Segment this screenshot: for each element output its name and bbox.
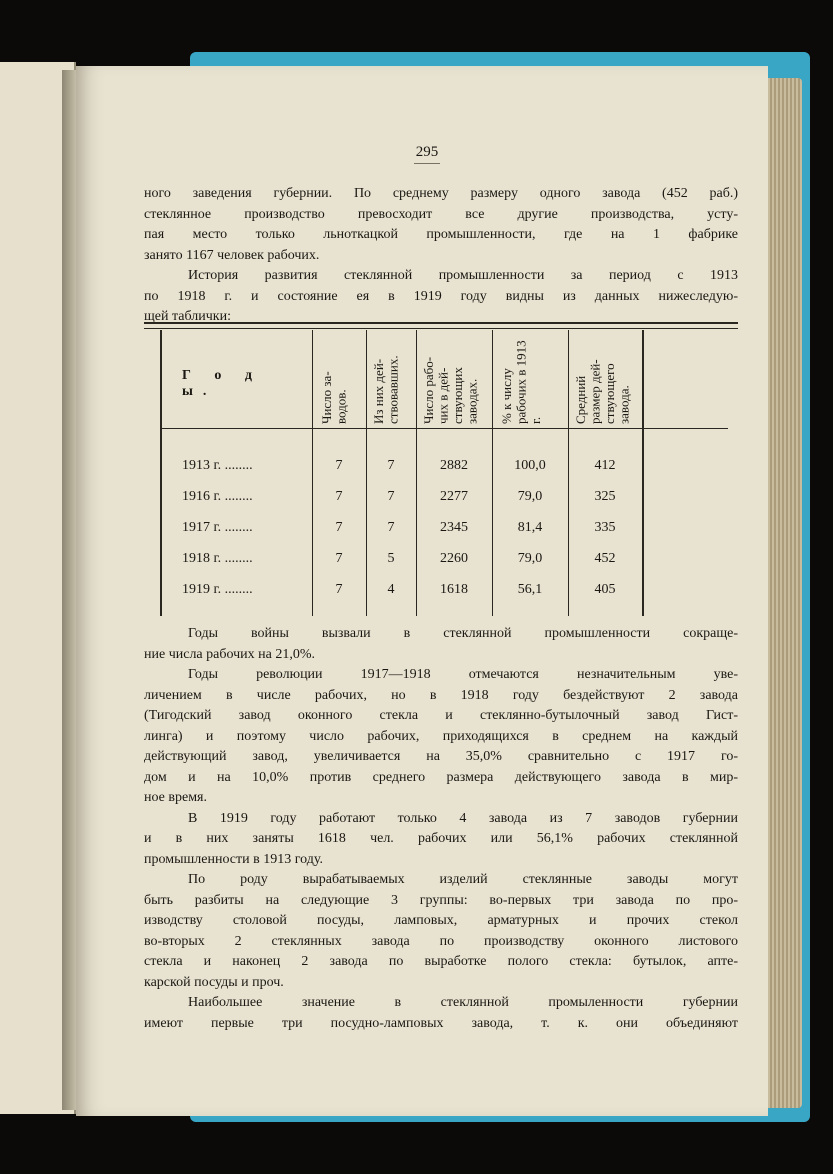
cell-workers: 2882 [440, 458, 468, 473]
text-line: и в них заняты 1618 чел. рабочих или 56,1% рабочих стеклянной [144, 831, 738, 846]
cell-percent: 100,0 [514, 458, 546, 473]
header-plants: Число за-водов. [319, 371, 349, 424]
text-block-bottom [144, 624, 738, 1034]
cell-workers: 2277 [440, 489, 468, 504]
cell-plants: 7 [335, 551, 343, 566]
text-line: действующий завод, увеличивается на 35,0% сравнительно с 1917 го- [144, 749, 738, 764]
cell-percent: 79,0 [517, 489, 543, 504]
header-active: Из них дей-ствовавших. [371, 355, 401, 424]
text-line: Годы революции 1917—1918 отмечаются незначительным уве- [188, 667, 738, 682]
text-line: промышленности в 1913 году. [144, 851, 323, 867]
text-line: Наибольшее значение в стеклянной промыленности губернии [188, 995, 738, 1010]
cell-workers: 1618 [440, 582, 468, 597]
text-line: Годы войны вызвали в стеклянной промышленности сокраще- [188, 626, 738, 641]
table-row [162, 458, 728, 482]
header-years: Г о д ы. [182, 368, 262, 399]
cell-plants: 7 [335, 582, 343, 597]
cell-percent: 81,4 [517, 520, 543, 535]
cell-average: 452 [594, 551, 616, 566]
text-line: (Тигодский завод оконного стекла и стеклянно-бутылочный завод Гист- [144, 708, 738, 723]
cell-percent: 79,0 [517, 551, 543, 566]
header-rule [162, 428, 728, 429]
cell-average: 325 [594, 489, 616, 504]
text-line: ное время. [144, 790, 207, 805]
cell-year: 1918 г. ........ [182, 551, 253, 566]
text-line: карской посуды и проч. [144, 974, 284, 990]
text-line: быть разбиты на следующие 3 группы: во-первых три завода по про- [144, 892, 738, 908]
header-average: Средний размер дей-ствующего завода. [573, 359, 632, 424]
cell-active: 4 [387, 582, 395, 597]
cell-year: 1917 г. ........ [182, 520, 253, 535]
cell-year: 1913 г. ........ [182, 458, 253, 473]
table-row [162, 582, 728, 606]
header-workers: Число рабо-чих в дей-ствующих заводах. [421, 356, 480, 424]
cell-plants: 7 [335, 458, 343, 473]
cell-plants: 7 [335, 520, 343, 535]
table-top-rule-thin [144, 328, 738, 329]
text-line: В 1919 году работают только 4 завода из 7 заводов губернии [188, 810, 738, 826]
statistics-table [160, 330, 728, 616]
cell-workers: 2260 [440, 551, 468, 566]
text-line: стеклянное производство превосходит все другие производства, усту- [144, 206, 738, 222]
table-row [162, 520, 728, 544]
cell-year: 1916 г. ........ [182, 489, 253, 504]
book-page [76, 66, 768, 1116]
text-line: линга) и поэтому число рабочих, приходящихся в среднем на каждый [144, 728, 738, 744]
header-percent: % к числу рабочих в 1913 г. [499, 340, 543, 424]
cell-active: 7 [387, 520, 395, 535]
cell-year: 1919 г. ........ [182, 582, 253, 597]
cell-percent: 56,1 [517, 582, 543, 597]
table-row [162, 551, 728, 575]
text-line: История развития стеклянной промышленности за период с 1913 [188, 268, 738, 283]
cell-active: 5 [387, 551, 395, 566]
table-row [162, 489, 728, 513]
text-line: личением в числе рабочих, но в 1918 году бездействуют 2 завода [144, 687, 738, 703]
cell-plants: 7 [335, 489, 343, 504]
text-block-top [144, 184, 738, 328]
text-line: изводству столовой посуды, ламповых, арматурных и прочих стекол [144, 913, 738, 928]
text-line: имеют первые три посудно-ламповых завода, т. к. они объединяют [144, 1015, 738, 1031]
text-line: ного заведения губернии. По среднему размеру одного завода (452 раб.) [144, 186, 738, 201]
text-line: щей таблички: [144, 309, 231, 324]
cell-active: 7 [387, 458, 395, 473]
cell-workers: 2345 [440, 520, 468, 535]
cell-active: 7 [387, 489, 395, 504]
text-line: По роду вырабатываемых изделий стеклянные заводы могут [188, 872, 738, 887]
text-line: пая место только льноткацкой промышленности, где на 1 фабрике [144, 227, 738, 242]
cell-average: 335 [594, 520, 616, 535]
text-line: занято 1167 человек рабочих. [144, 247, 320, 263]
page-number: 295 [76, 144, 768, 164]
table-top-rule [144, 322, 738, 324]
cell-average: 412 [594, 458, 616, 473]
text-line: по 1918 г. и состояние ея в 1919 году видны из данных нижеследую- [144, 288, 738, 304]
text-line: во-вторых 2 стеклянных завода по производству оконного листового [144, 933, 738, 949]
cell-average: 405 [594, 582, 616, 597]
text-line: ние числа рабочих на 21,0%. [144, 646, 316, 662]
text-line: дом и на 10,0% против среднего размера действующего завода в мир- [144, 769, 738, 785]
text-line: стекла и наконец 2 завода по выработке полого стекла: бутылок, апте- [144, 954, 738, 969]
